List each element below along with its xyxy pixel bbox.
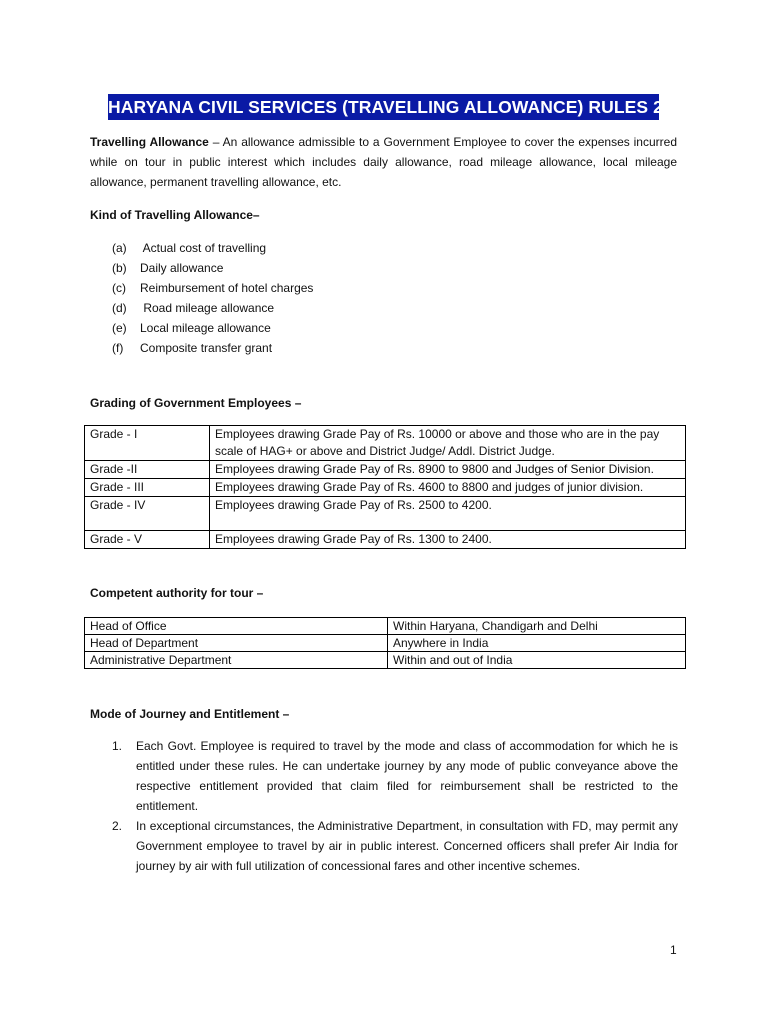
grade-cell: Grade - IV	[85, 497, 210, 531]
document-title: HARYANA CIVIL SERVICES (TRAVELLING ALLOWANCE) RULES 2016	[108, 94, 659, 120]
page-number: 1	[670, 943, 677, 957]
table-row	[85, 497, 686, 531]
grade-cell: Grade - I	[85, 426, 210, 461]
grade-description-cell: Employees drawing Grade Pay of Rs. 10000 or above and those who are in the pay scale of HAG+ or above and District Judge/ Addl. District Judge.	[210, 426, 686, 461]
authority-cell: Administrative Department	[85, 652, 388, 669]
authority-cell: Head of Department	[85, 635, 388, 652]
list-item: (a) Actual cost of travelling	[112, 241, 267, 255]
mode-heading: Mode of Journey and Entitlement –	[90, 707, 290, 721]
list-item: (c) Reimbursement of hotel charges	[112, 281, 314, 295]
travelling-allowance-definition	[90, 132, 677, 192]
grade-cell: Grade - V	[85, 531, 210, 549]
scope-cell: Within Haryana, Chandigarh and Delhi	[388, 618, 686, 635]
grading-heading: Grading of Government Employees –	[90, 396, 302, 410]
grade-description-cell: Employees drawing Grade Pay of Rs. 8900 to 9800 and Judges of Senior Division.	[210, 461, 686, 479]
list-item	[112, 736, 678, 816]
term-travelling-allowance: Travelling Allowance	[90, 135, 209, 149]
list-item	[112, 816, 678, 876]
list-item: (b) Daily allowance	[112, 261, 224, 275]
scope-cell: Anywhere in India	[388, 635, 686, 652]
authority-table	[84, 617, 686, 669]
grade-cell: Grade - III	[85, 479, 210, 497]
list-item: (d) Road mileage allowance	[112, 301, 275, 315]
kinds-list	[112, 238, 313, 358]
grade-description-cell: Employees drawing Grade Pay of Rs. 1300 to 2400.	[210, 531, 686, 549]
table-row	[85, 531, 686, 549]
table-row	[85, 635, 686, 652]
definition-text: – An allowance admissible to a Government Employee to cover the expenses incurred while on tour in public interest which includes daily allowance, road mileage allowance, local mileage allowance, permanent travelling allowance, etc.	[90, 135, 677, 189]
table-row	[85, 479, 686, 497]
grade-description-cell: Employees drawing Grade Pay of Rs. 2500 to 4200.	[210, 497, 686, 531]
item-number: 2.	[112, 819, 123, 833]
mode-list	[112, 736, 678, 876]
item-text: Each Govt. Employee is required to travel by the mode and class of accommodation for which he is entitled under these rules. He can undertake journey by any mode of public conveyance above the respective entitlement provided that claim filed for reimbursement shall be restricted to the entitlement.	[136, 739, 678, 813]
table-row	[85, 461, 686, 479]
item-text: In exceptional circumstances, the Administrative Department, in consultation with FD, may permit any Government employee to travel by air in public interest. Concerned officers shall prefer Air India for journey by air with full utilization of concessional fares and other incentive schemes.	[136, 819, 678, 873]
scope-cell: Within and out of India	[388, 652, 686, 669]
table-row	[85, 618, 686, 635]
grading-table	[84, 425, 686, 549]
grade-cell: Grade -II	[85, 461, 210, 479]
table-row	[85, 652, 686, 669]
list-item: (e) Local mileage allowance	[112, 321, 271, 335]
table-row	[85, 426, 686, 461]
item-number: 1.	[112, 739, 123, 753]
list-item: (f) Composite transfer grant	[112, 341, 273, 355]
grade-description-cell: Employees drawing Grade Pay of Rs. 4600 to 8800 and judges of junior division.	[210, 479, 686, 497]
authority-heading: Competent authority for tour –	[90, 586, 264, 600]
authority-cell: Head of Office	[85, 618, 388, 635]
kinds-heading: Kind of Travelling Allowance–	[90, 208, 260, 222]
